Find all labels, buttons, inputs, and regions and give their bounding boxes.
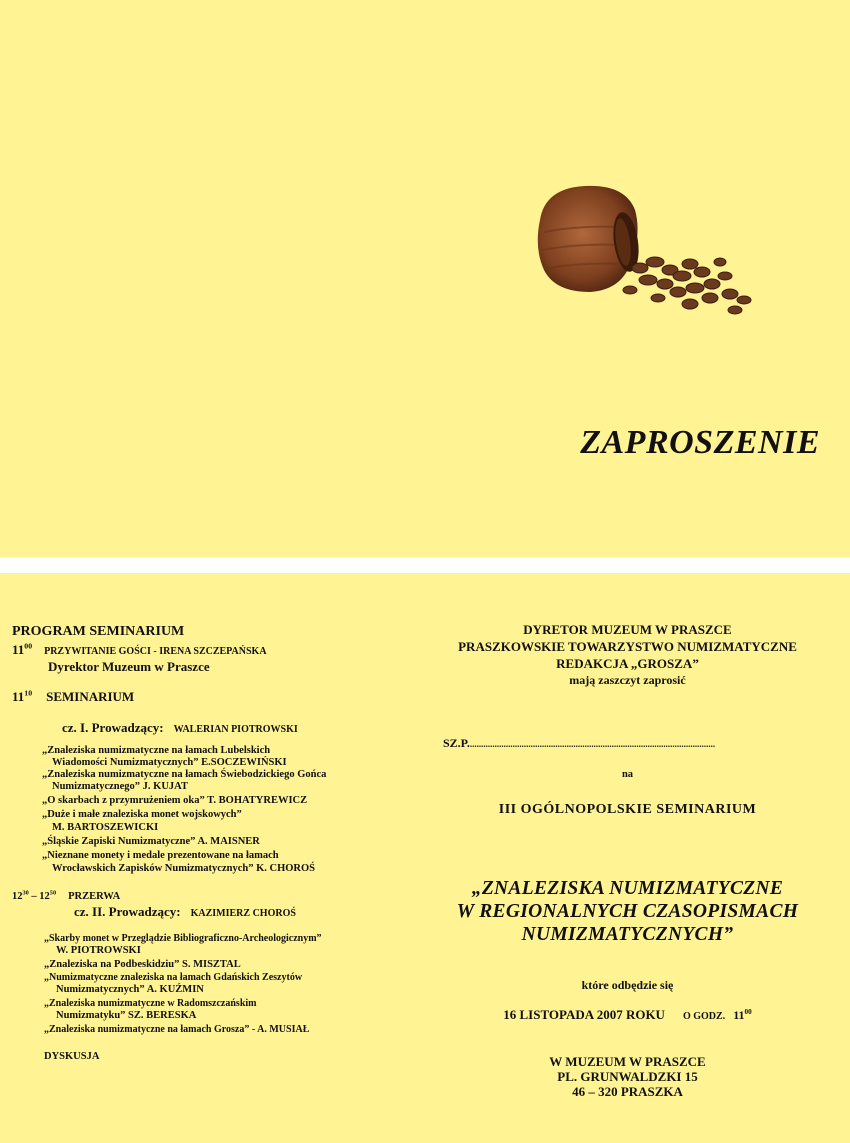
break-time: $12^{30} - 12^{50}$ — [12, 889, 57, 902]
part1-host: WALERIAN PIOTROWSKI — [173, 724, 298, 735]
venue-block — [420, 1054, 835, 1099]
event-date: 16 LISTOPADA 2007 ROKU — [503, 1007, 665, 1022]
part2-talk: Numizmatyku” SZ. BERESKA — [56, 1010, 197, 1021]
part2-label: cz. II. Prowadzący: — [74, 904, 181, 919]
part2-heading — [74, 903, 296, 921]
part1-talk: Numizmatycznego” J. KUJAT — [52, 781, 188, 792]
venue-line: W MUZEUM W PRASZCE — [549, 1054, 706, 1069]
welcome-time: $11^{00}$ — [12, 641, 33, 657]
date-line — [420, 1006, 835, 1024]
welcome-label: PRZYWITANIE GOŚCI - IRENA SZCZEPAŃSKA — [44, 646, 267, 657]
part1-talk: Wrocławskich Zapisków Numizmatycznych” K. CHOROŚ — [52, 863, 316, 874]
discussion: DYSKUSJA — [44, 1051, 100, 1062]
theme-line: W REGIONALNYCH CZASOPISMACH — [456, 901, 799, 922]
theme-line: NUMIZMATYCZNYCH” — [521, 924, 734, 945]
part2-talk: „Numizmatyczne znaleziska na łamach Gdańskich Zeszytów — [44, 972, 303, 983]
part1-label: cz. I. Prowadzący: — [62, 720, 164, 735]
addressee-dots: ............................................................................................................. — [469, 739, 716, 749]
welcome-line — [12, 641, 267, 659]
host-line: DYRETOR MUZEUM W PRASZCE — [523, 622, 732, 637]
host-line: PRASZKOWSKIE TOWARZYSTWO NUMIZMATYCZNE — [458, 639, 797, 654]
part2-talk: W. PIOTROWSKI — [56, 945, 141, 956]
part2-talk: Numizmatycznych” A. KUŹMIN — [56, 984, 204, 995]
break-label: PRZERWA — [68, 891, 121, 902]
part1-talk: Wiadomości Numizmatycznych” E.SOCZEWIŃSKI — [52, 757, 287, 768]
program-heading: PROGRAM SEMINARIUM — [12, 624, 185, 639]
invitation-inside — [0, 573, 850, 1143]
part2-talk: „Skarby monet w Przeglądzie Bibliograficzno-Archeologicznym” — [44, 933, 322, 944]
part2-talk: „Znaleziska numizmatyczne na łamach Grosza” - A. MUSIAŁ — [44, 1024, 310, 1035]
part2-talk: „Znaleziska na Podbeskidziu” S. MISZTAL — [44, 959, 241, 970]
host-line: REDAKCJA „GROSZA” — [556, 656, 699, 671]
venue-line: 46 – 320 PRASZKA — [572, 1084, 683, 1099]
part1-talk: „Duże i małe znaleziska monet wojskowych” — [42, 809, 242, 820]
part1-talk: „Znaleziska numizmatyczne na łamach Lubelskich — [42, 745, 271, 756]
pot-with-coins-illustration — [530, 180, 760, 330]
welcome-role: Dyrektor Muzeum w Praszce — [48, 659, 210, 674]
part2-host: KAZIMIERZ CHOROŚ — [190, 908, 296, 919]
seminar-line — [12, 688, 134, 706]
invite-phrase: mają zaszczyt zaprosić — [569, 673, 686, 687]
venue-line: PL. GRUNWALDZKI 15 — [557, 1069, 698, 1084]
part1-talk: „Śląskie Zapiski Numizmatyczne” A. MAISNER — [42, 836, 260, 847]
part1-talk: „Nieznane monety i medale prezentowane na łamach — [42, 850, 279, 861]
event-time: $11^{00}$ — [733, 1008, 752, 1022]
invitation-cover — [0, 0, 850, 557]
hosts-block — [420, 621, 835, 689]
addressee-label: SZ.P. — [443, 736, 470, 750]
seminar-time: $11^{10}$ — [12, 688, 33, 704]
theme-line: „ZNALEZISKA NUMIZMATYCZNE — [471, 878, 784, 899]
seminar-label: SEMINARIUM — [46, 689, 135, 704]
time-prefix: O GODZ. — [682, 1011, 726, 1022]
na-line: na — [621, 769, 634, 780]
part1-talk: M. BARTOSZEWICKI — [52, 822, 159, 833]
part1-talk: „Znaleziska numizmatyczne na łamach Świebodzickiego Gońca — [42, 769, 327, 780]
invitation-title: ZAPROSZENIE — [580, 424, 820, 461]
which-will-be: które odbędzie się — [581, 978, 674, 992]
break-line — [12, 886, 120, 904]
part2-talk: „Znaleziska numizmatyczne w Radomszczańskim — [44, 998, 257, 1009]
seminar-theme — [420, 877, 835, 946]
part1-talk: „O skarbach z przymrużeniem oka” T. BOHATYREWICZ — [42, 795, 308, 806]
part1-heading — [62, 719, 298, 737]
event-name: III OGÓLNOPOLSKIE SEMINARIUM — [498, 802, 757, 817]
addressee-line — [443, 736, 715, 751]
